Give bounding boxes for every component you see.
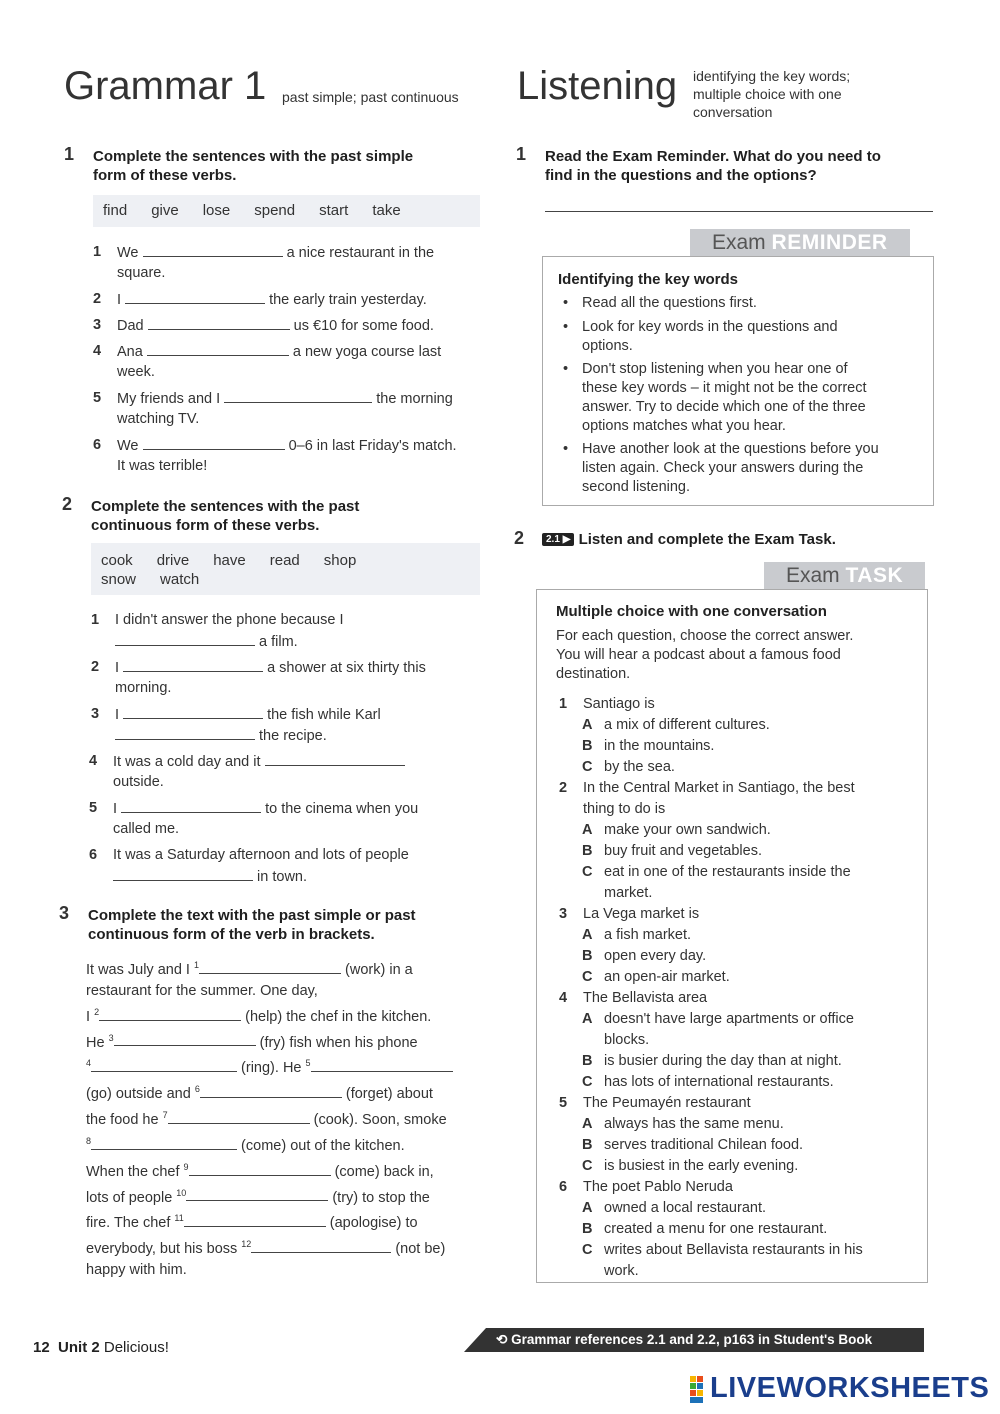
answer-blank[interactable]	[121, 798, 261, 813]
answer-option[interactable]: C an open-air market.	[582, 969, 730, 985]
task-title: Multiple choice with one conversation	[556, 603, 827, 620]
answer-blank[interactable]	[115, 725, 255, 740]
answer-blank[interactable]	[200, 1083, 342, 1098]
answer-option[interactable]: C eat in one of the restaurants inside the market.	[582, 864, 851, 901]
word-chip: find	[103, 202, 128, 219]
answer-blank[interactable]	[265, 751, 405, 766]
exercise-1-heading: Complete the sentences with the past simple form of these verbs.	[93, 148, 414, 184]
word-chip: drive	[156, 552, 190, 569]
list-item: 3 I the fish while Karl the recipe.	[91, 706, 381, 744]
bullet-item: • Read all the questions first.	[563, 295, 757, 311]
answer-blank[interactable]	[114, 1031, 256, 1046]
task-intro: For each question, choose the correct answer. You will hear a podcast about a famous food destination.	[556, 628, 854, 682]
answer-blank[interactable]	[91, 1057, 237, 1072]
exam-task-tab: Exam TASK	[764, 562, 925, 590]
answer-option[interactable]: A a fish market.	[582, 927, 692, 943]
word-box	[93, 195, 480, 227]
gap-text: It was July and I $^1$ (work) in a restaurant for the summer. One day, I $^2$ (help) the chef in the kitchen. He $^3$ (fry) fish when his phone $^4$ (ring). He $^5$ (go) outside and $^6$ (forget) about the food he $^7$ (cook). Soon, smoke $^8$ (come) out of the kitchen. When the chef $^9$ (come) back in, lots of people $^{10}$ (try) to stop the fire. The chef $^{11}$ (apologise) to everybody, but his boss $^{12}$ (not be) happy with him.	[86, 955, 480, 1281]
answer-blank[interactable]	[224, 388, 372, 403]
answer-option[interactable]: B buy fruit and vegetables.	[582, 843, 762, 859]
answer-blank[interactable]	[251, 1238, 391, 1253]
page-footer: 12 Unit 2 Delicious!	[33, 1339, 169, 1356]
list-item: 2 I the early train yesterday.	[93, 291, 427, 308]
liveworksheets-logo-icon	[690, 1376, 710, 1404]
listening-title: Listening	[517, 64, 678, 108]
answer-option[interactable]: A owned a local restaurant.	[582, 1200, 767, 1216]
grammar-subtitle: past simple; past continuous	[282, 89, 459, 105]
question: 4 The Bellavista area	[559, 990, 708, 1006]
list-item: 6 It was a Saturday afternoon and lots of people in town.	[89, 847, 409, 885]
exercise-number: 1	[516, 144, 527, 164]
exam-reminder-tab: Exam REMINDER	[690, 229, 910, 257]
answer-blank[interactable]	[143, 435, 285, 450]
exercise-number: 1	[64, 144, 75, 164]
answer-option[interactable]: C is busiest in the early evening.	[582, 1158, 799, 1174]
answer-blank[interactable]	[99, 1006, 241, 1021]
word-chip: cook	[101, 552, 133, 569]
audio-track-badge[interactable]: 2.1 ▶	[542, 533, 574, 546]
exercise-2-heading: Complete the sentences with the past continuous form of these verbs.	[91, 498, 360, 534]
grammar-reference-bar[interactable]: ⟲ Grammar references 2.1 and 2.2, p163 in Student's Book	[464, 1328, 924, 1352]
answer-blank[interactable]	[186, 1186, 328, 1201]
answer-blank[interactable]	[189, 1161, 331, 1176]
answer-blank[interactable]	[115, 631, 255, 646]
refresh-icon: ⟲	[496, 1332, 508, 1347]
list-item: 5 My friends and I the morning watching TV.	[93, 390, 453, 427]
answer-option[interactable]: A doesn't have large apartments or office blocks.	[582, 1011, 854, 1048]
word-chip: snow	[101, 571, 137, 588]
word-chip: have	[213, 552, 246, 569]
question: 3 La Vega market is	[559, 906, 700, 922]
question: 6 The poet Pablo Neruda	[559, 1179, 733, 1195]
exam-reminder-box	[542, 256, 934, 506]
list-item: 1 We a nice restaurant in the square.	[93, 244, 435, 281]
bullet-item: • Don't stop listening when you hear one of these key words – it might not be the correct answer. Try to decide which one of the three options matches what you hear.	[563, 361, 867, 434]
word-chip: lose	[202, 202, 231, 219]
exercise-2-heading: 2.1 ▶ Listen and complete the Exam Task.	[542, 531, 836, 548]
answer-blank[interactable]	[143, 242, 283, 257]
grammar-title: Grammar 1	[64, 64, 267, 108]
bullet-item: • Look for key words in the questions and options.	[563, 319, 838, 354]
answer-option[interactable]: B open every day.	[582, 948, 707, 964]
answer-option[interactable]: B serves traditional Chilean food.	[582, 1137, 804, 1153]
answer-option[interactable]: B in the mountains.	[582, 738, 715, 754]
list-item: 4 It was a cold day and it outside.	[89, 751, 479, 795]
bullet-item: • Have another look at the questions before you listen again. Check your answers during the second listening.	[563, 441, 879, 495]
question: 5 The Peumayén restaurant	[559, 1095, 751, 1111]
word-chip: take	[372, 202, 401, 219]
answer-blank[interactable]	[91, 1135, 237, 1150]
exercise-number: 2	[62, 494, 73, 514]
word-chip: watch	[160, 571, 200, 588]
exercise-3-heading: Complete the text with the past simple or past continuous form of the verb in brackets.	[88, 907, 416, 943]
answer-option[interactable]: A always has the same menu.	[582, 1116, 784, 1132]
list-item: 3 Dad us €10 for some food.	[93, 317, 434, 334]
answer-blank[interactable]	[168, 1109, 310, 1124]
list-item: 6 We 0–6 in last Friday's match. It was terrible!	[93, 437, 457, 474]
answer-option[interactable]: C has lots of international restaurants.	[582, 1074, 834, 1090]
answer-blank[interactable]	[123, 657, 263, 672]
answer-line[interactable]	[545, 211, 933, 212]
answer-option[interactable]: B created a menu for one restaurant.	[582, 1221, 828, 1237]
exercise-1-heading: Read the Exam Reminder. What do you need to find in the questions and the options?	[545, 148, 881, 184]
exam-task-box	[536, 589, 928, 1283]
answer-blank[interactable]	[147, 341, 289, 356]
word-chip: give	[151, 202, 179, 219]
word-chip: start	[319, 202, 349, 219]
question: 1 Santiago is	[559, 696, 655, 712]
answer-blank[interactable]	[113, 866, 253, 881]
list-item: 5 I to the cinema when you called me.	[89, 800, 419, 837]
play-icon: ▶	[562, 534, 571, 545]
answer-blank[interactable]	[148, 315, 290, 330]
question: 2 In the Central Market in Santiago, the best thing to do is	[559, 780, 855, 817]
list-item: 4 Ana a new yoga course last week.	[93, 343, 442, 380]
exercise-number: 2	[514, 528, 525, 548]
answer-option[interactable]: C by the sea.	[582, 759, 675, 775]
word-chip: shop	[323, 552, 357, 569]
answer-blank[interactable]	[184, 1212, 326, 1227]
exercise-number: 3	[59, 903, 70, 923]
reminder-title: Identifying the key words	[558, 271, 739, 288]
listening-subtitle: identifying the key words; multiple choice with one conversation	[693, 68, 851, 120]
answer-blank[interactable]	[123, 704, 263, 719]
word-chip: spend	[254, 202, 296, 219]
answer-blank[interactable]	[199, 959, 341, 974]
answer-option[interactable]: C writes about Bellavista restaurants in his work.	[582, 1242, 863, 1279]
list-item: 1 I didn't answer the phone because I a film.	[91, 612, 344, 650]
list-item: 2 I a shower at six thirty this morning.	[91, 659, 426, 696]
answer-blank[interactable]	[125, 289, 265, 304]
answer-blank[interactable]	[311, 1057, 453, 1072]
word-box	[91, 543, 480, 595]
answer-option[interactable]: B is busier during the day than at night.	[582, 1053, 842, 1069]
word-chip: read	[269, 552, 300, 569]
answer-option[interactable]: A make your own sandwich.	[582, 822, 771, 838]
answer-option[interactable]: A a mix of different cultures.	[582, 717, 770, 733]
